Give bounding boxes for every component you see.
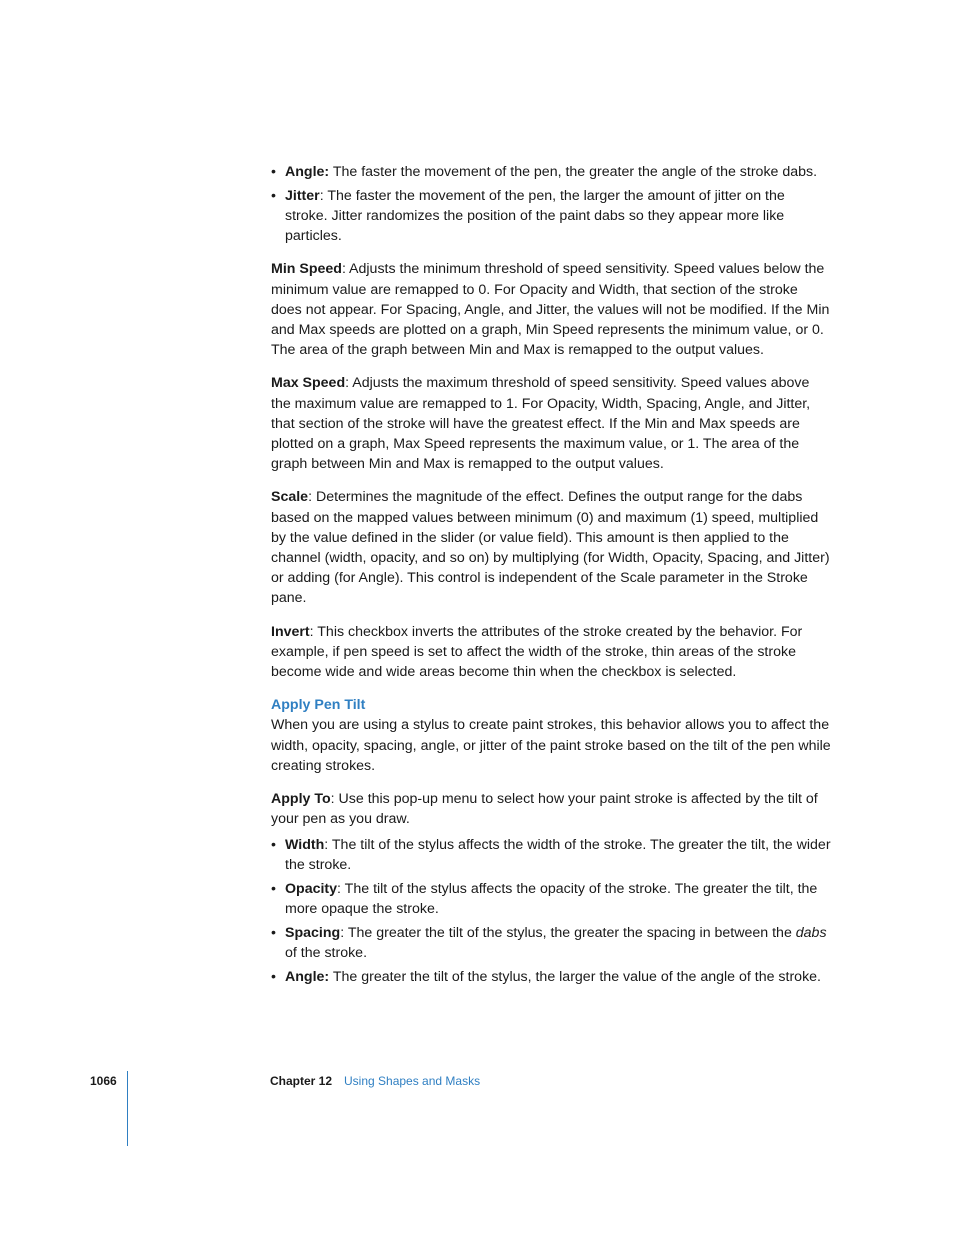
- term-angle: Angle:: [285, 968, 330, 985]
- paragraph-text: : This checkbox inverts the attributes of the stroke created by the behavior. For example, if pen speed is set to affect the width of the stroke, thin areas of the stroke become wide and wide areas become thin when the checkbox is selected.: [271, 623, 803, 681]
- page-number: 1066: [90, 1074, 117, 1088]
- list-item: [271, 879, 831, 919]
- italic-term-dabs: dabs: [795, 924, 827, 941]
- term-jitter: Jitter: [285, 187, 320, 204]
- list-item: [271, 923, 831, 963]
- paragraph-apply-to: [271, 789, 831, 829]
- bullet-icon: •: [271, 187, 276, 204]
- item-text: : The tilt of the stylus affects the opacity of the stroke. The greater the tilt, the more opaque the stroke.: [285, 880, 818, 918]
- item-text: of the stroke.: [285, 945, 368, 962]
- bullet-icon: •: [271, 968, 276, 985]
- list-item: [271, 186, 831, 247]
- paragraph-text: : Use this pop-up menu to select how your paint stroke is affected by the tilt of your pen as you draw.: [271, 791, 818, 828]
- bullet-icon: •: [271, 924, 276, 941]
- paragraph-text: : Adjusts the maximum threshold of speed sensitivity. Speed values above the maximum value are remapped to 1. For Opacity, Width, Spacing, Angle, and Jitter, that section of the stroke will have the greatest effect. If the Min and Max speeds are plotted on a graph, Max Speed represents the maximum value, or 1. The area of the graph between Min and Max is remapped to the output values.: [271, 375, 811, 473]
- list-item: [271, 967, 831, 987]
- speed-option-list: [271, 162, 831, 246]
- bullet-icon: •: [271, 880, 276, 897]
- term-apply-to: Apply To: [271, 791, 331, 808]
- paragraph-scale: [271, 487, 831, 608]
- item-text: : The greater the tilt of the stylus, the greater the spacing in between the: [340, 924, 796, 941]
- term-spacing: Spacing: [285, 924, 341, 941]
- section-heading: Apply Pen Tilt: [271, 697, 366, 714]
- bullet-icon: •: [271, 164, 276, 180]
- section-intro: When you are using a stylus to create paint strokes, this behavior allows you to affect the width, opacity, spacing, angle, or jitter of the paint stroke based on the tilt of the pen while creating strokes.: [271, 717, 831, 774]
- paragraph-min-speed: [271, 259, 831, 360]
- chapter-title-link[interactable]: Using Shapes and Masks: [344, 1074, 481, 1088]
- term-width: Width: [285, 836, 325, 853]
- item-text: : The tilt of the stylus affects the width of the stroke. The greater the tilt, the wider the stroke.: [285, 836, 831, 874]
- item-text: The faster the movement of the pen, the larger the amount of jitter on the stroke. Jitter randomizes the position of the paint dabs so they appear more like particles.: [285, 187, 785, 245]
- paragraph-text: : Determines the magnitude of the effect. Defines the output range for the dabs based on the mapped values between minimum (0) and maximum (1) speed, multiplied by the value defined in the slider (or value field). This amount is then applied to the channel (width, opacity, and so on) by multiplying (for Width, Opacity, Spacing, and Jitter) or adding (for Angle). This control is independent of the Scale parameter in the Stroke pane.: [271, 489, 830, 607]
- term-separator: :: [319, 187, 324, 204]
- footer-divider: [127, 1071, 128, 1146]
- term-angle: Angle:: [285, 164, 330, 180]
- paragraph-invert: [271, 622, 831, 683]
- tilt-option-list: [271, 835, 831, 987]
- list-item: [271, 835, 831, 875]
- term-scale: Scale: [271, 489, 309, 506]
- item-text: The greater the tilt of the stylus, the larger the value of the angle of the stroke.: [329, 968, 821, 985]
- paragraph-text: : Adjusts the minimum threshold of speed sensitivity. Speed values below the minimum value are remapped to 0. For Opacity and Width, that section of the stroke does not appear. For Spacing, Angle, and Jitter, the values will not be modified. If the Min and Max speeds are plotted on a graph, Min Speed represents the minimum value, or 0. The area of the graph between Min and Max is remapped to the output values.: [271, 261, 830, 359]
- page-content: [271, 162, 831, 991]
- term-max-speed: Max Speed: [271, 375, 346, 392]
- term-invert: Invert: [271, 623, 310, 640]
- bullet-icon: •: [271, 836, 276, 853]
- term-min-speed: Min Speed: [271, 261, 342, 278]
- chapter-label: Chapter 12: [270, 1074, 333, 1088]
- term-opacity: Opacity: [285, 880, 338, 897]
- item-text: The faster the movement of the pen, the greater the angle of the stroke dabs.: [329, 164, 818, 180]
- paragraph-max-speed: [271, 373, 831, 474]
- list-item: [271, 162, 831, 182]
